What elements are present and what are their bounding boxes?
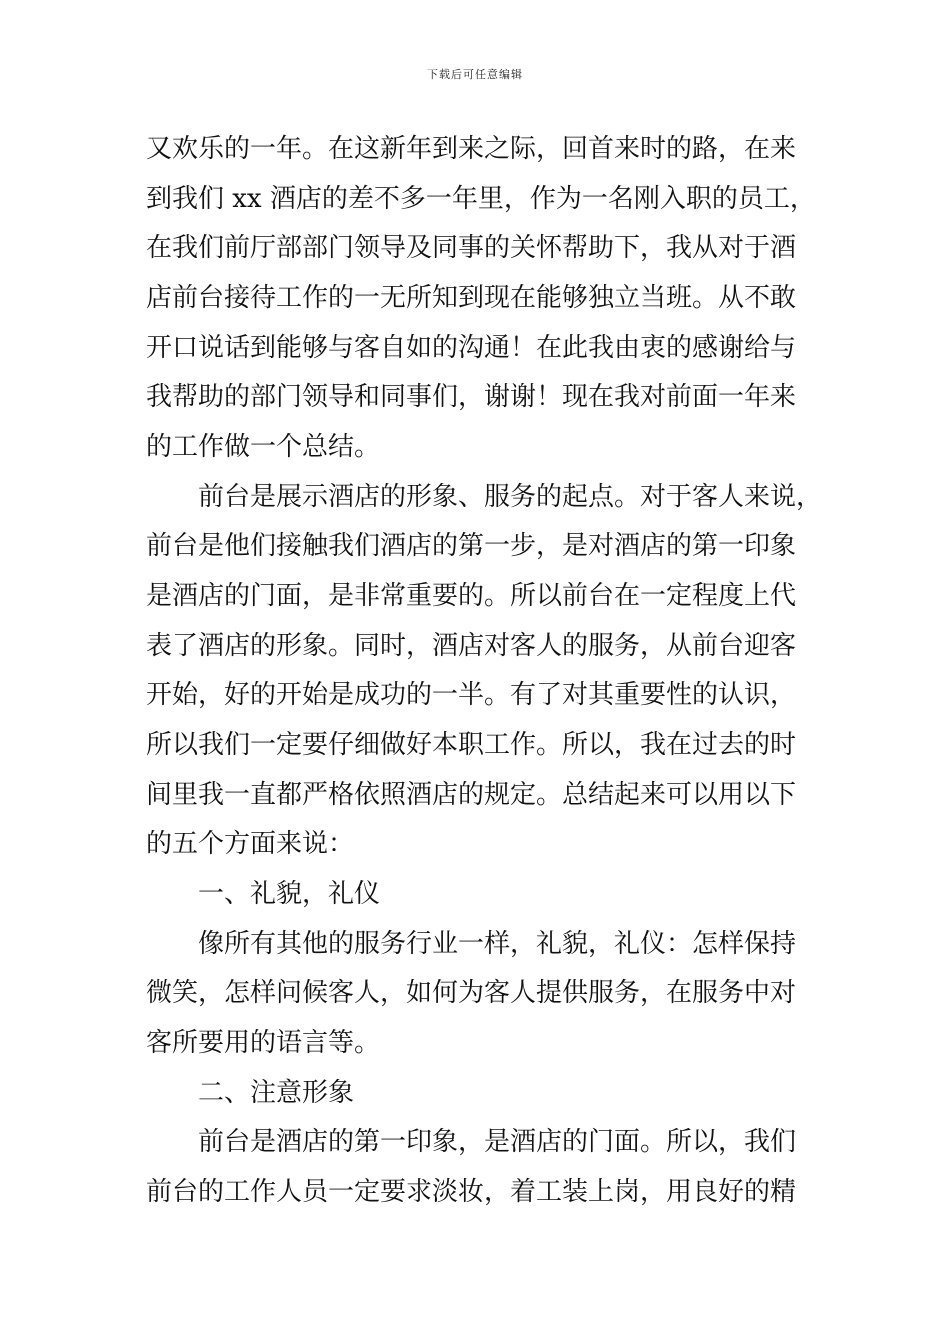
page-header: 下载后可任意编辑 <box>427 68 523 81</box>
body-line-18: 微笑，怎样问候客人，如何为客人提供服务，在服务中对 <box>146 978 797 1008</box>
body-line-9: 前台是他们接触我们酒店的第一步，是对酒店的第一印象 <box>146 531 797 561</box>
body-line-2: 到我们 xx 酒店的差不多一年里，作为一名刚入职的员工， <box>146 184 816 214</box>
section-heading-1: 一、礼貌，礼仪 <box>198 879 381 909</box>
body-line-13: 所以我们一定要仔细做好本职工作。所以，我在过去的时 <box>146 730 797 760</box>
body-line-5: 开口说话到能够与客自如的沟通！在此我由衷的感谢给与 <box>146 333 797 363</box>
body-line-15: 的五个方面来说： <box>146 829 355 859</box>
body-line-6: 我帮助的部门领导和同事们，谢谢！现在我对前面一年来 <box>146 382 797 412</box>
body-line-3: 在我们前厅部部门领导及同事的关怀帮助下，我从对于酒 <box>146 233 797 263</box>
body-line-12: 开始，好的开始是成功的一半。有了对其重要性的认识， <box>146 680 797 710</box>
body-line-17: 像所有其他的服务行业一样，礼貌，礼仪：怎样保持 <box>198 929 797 959</box>
body-line-11: 表了酒店的形象。同时，酒店对客人的服务，从前台迎客 <box>146 631 797 661</box>
body-line-14: 间里我一直都严格依照酒店的规定。总结起来可以用以下 <box>146 780 797 810</box>
body-line-1: 又欢乐的一年。在这新年到来之际，回首来时的路，在来 <box>146 134 797 164</box>
body-line-21: 前台是酒店的第一印象，是酒店的门面。所以，我们 <box>198 1127 797 1157</box>
body-line-10: 是酒店的门面，是非常重要的。所以前台在一定程度上代 <box>146 581 797 611</box>
body-line-4: 店前台接待工作的一无所知到现在能够独立当班。从不敢 <box>146 283 797 313</box>
body-line-19: 客所要用的语言等。 <box>146 1028 381 1058</box>
body-line-7: 的工作做一个总结。 <box>146 432 381 462</box>
body-line-8: 前台是展示酒店的形象、服务的起点。对于客人来说， <box>198 482 823 512</box>
body-line-22: 前台的工作人员一定要求淡妆，着工装上岗，用良好的精 <box>146 1177 797 1207</box>
section-heading-2: 二、注意形象 <box>198 1078 355 1108</box>
